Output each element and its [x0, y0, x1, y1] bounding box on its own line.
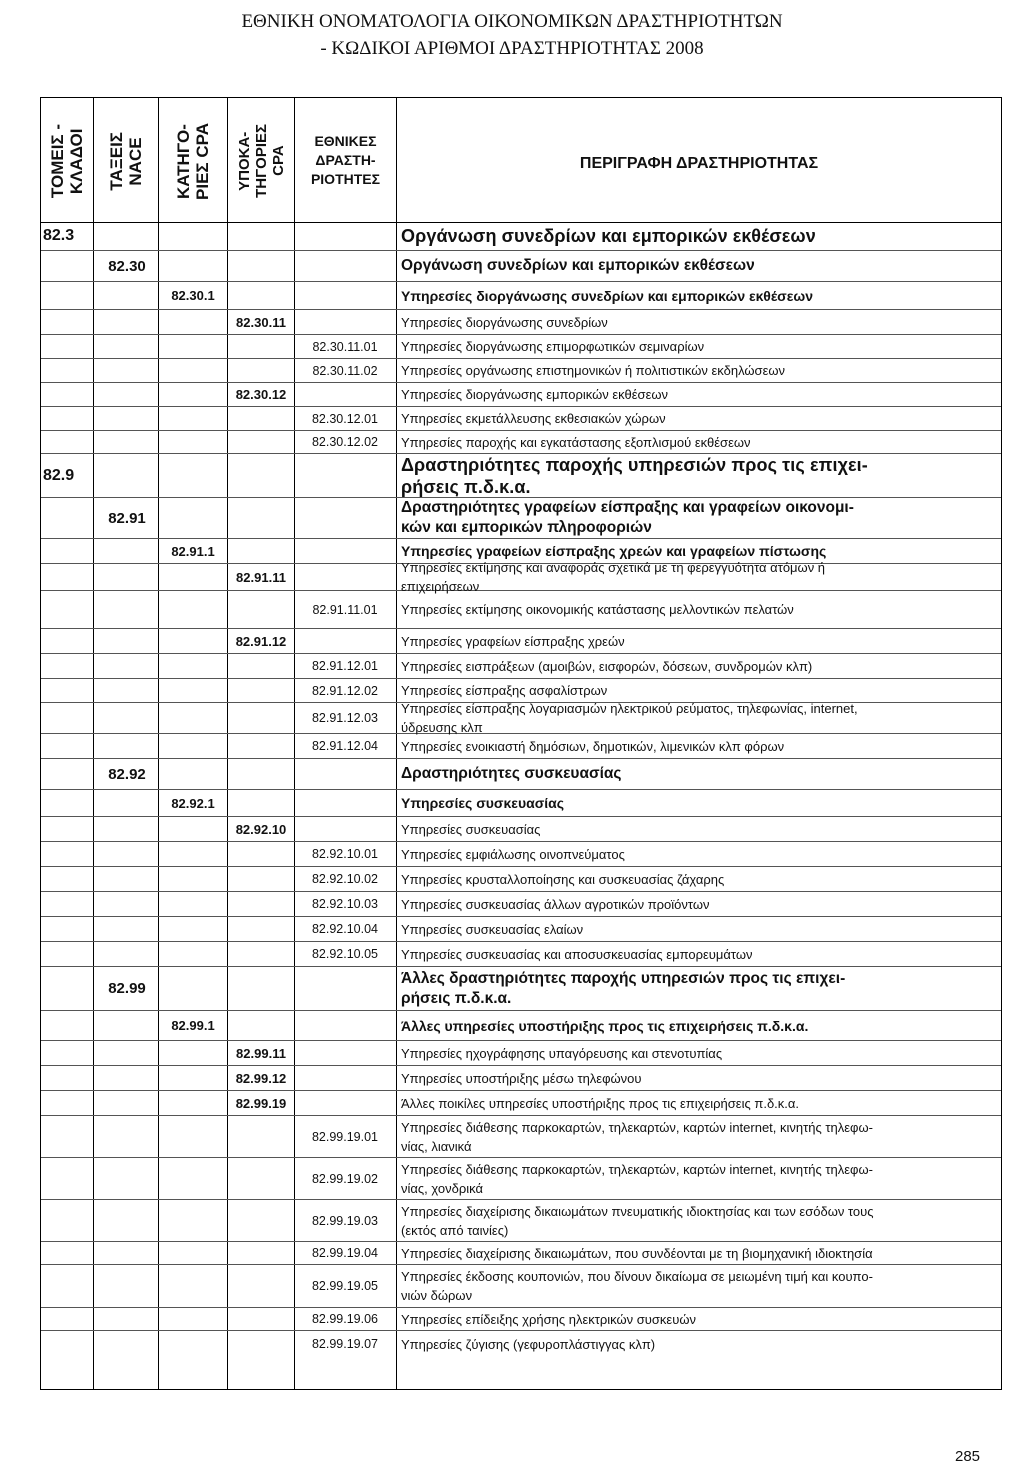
description-cell: Υπηρεσίες επίδειξης χρήσης ηλεκτρικών συσκευών	[401, 1311, 696, 1327]
code-cell-level-5	[295, 1066, 395, 1090]
code-cell-level-5	[295, 790, 395, 816]
description-cell: Υπηρεσίες υποστήριξης μέσω τηλεφώνου	[401, 1070, 642, 1086]
code-cell-level-3	[159, 454, 227, 497]
table-row	[41, 654, 1001, 679]
code-cell-level-4	[228, 967, 294, 1010]
table-row	[41, 251, 1001, 282]
code-cell-level-4	[228, 1011, 294, 1040]
code-cell-level-1	[41, 1066, 95, 1090]
table-row	[41, 1265, 1001, 1308]
code-cell-level-3	[159, 335, 227, 358]
table-row	[41, 310, 1001, 335]
table-row	[41, 1200, 1001, 1242]
code-cell-level-2	[96, 1116, 158, 1157]
description-cell: Υπηρεσίες γραφείων είσπραξης χρεών	[401, 633, 625, 649]
code-cell-level-3	[159, 654, 227, 678]
code-cell-level-3	[159, 1265, 227, 1307]
code-cell-level-5	[295, 1011, 395, 1040]
table-row	[41, 1091, 1001, 1116]
code-cell-level-2	[96, 383, 158, 406]
code-cell-level-5: 82.30.12.02	[311, 435, 379, 449]
code-cell-level-1	[41, 1242, 95, 1264]
column-header-ypokatigories: ΥΠΟΚΑ- ΤΗΓΟΡΙΕΣ CPA	[235, 124, 287, 198]
activity-codes-table	[40, 97, 1002, 1390]
table-row	[41, 431, 1001, 454]
code-cell-level-4	[228, 335, 294, 358]
description-cell: Δραστηριότητες συσκευασίας	[401, 765, 622, 782]
description-cell: Υπηρεσίες ενοικιαστή δημόσιων, δημοτικών, λιμενικών κλπ φόρων	[401, 738, 785, 754]
code-cell-level-1	[41, 967, 95, 1010]
code-cell-level-3: 82.92.1	[171, 795, 215, 811]
code-cell-level-3	[159, 867, 227, 891]
code-cell-level-5	[295, 282, 395, 309]
code-cell-level-1	[41, 629, 95, 653]
table-row	[41, 790, 1001, 817]
code-cell-level-1	[41, 383, 95, 406]
code-cell-level-4	[228, 790, 294, 816]
code-cell-level-1	[41, 282, 95, 309]
code-cell-level-4	[228, 867, 294, 891]
description-cell: Δραστηριότητες παροχής υπηρεσιών προς τις επιχει- ρήσεις π.δ.κ.α.	[401, 454, 868, 497]
code-cell-level-3: 82.91.1	[171, 543, 215, 559]
code-cell-level-2	[96, 1158, 158, 1199]
description-cell: Υπηρεσίες διάθεσης παρκοκαρτών, τηλεκαρτών, καρτών internet, κινητής τηλεφω- νίας, λιανικά	[401, 1119, 873, 1154]
code-cell-level-5: 82.99.19.04	[311, 1246, 379, 1260]
code-cell-level-4: 82.92.10	[235, 821, 287, 837]
description-cell: Υπηρεσίες συσκευασίας άλλων αγροτικών προϊόντων	[401, 896, 710, 912]
description-cell: Υπηρεσίες γραφείων είσπραξης χρεών και γραφείων πίστωσης	[401, 543, 827, 559]
code-cell-level-1	[41, 407, 95, 430]
code-cell-level-2: 82.92	[108, 765, 146, 783]
code-cell-level-2	[96, 942, 158, 966]
code-cell-level-4	[228, 282, 294, 309]
code-cell-level-1	[41, 1116, 95, 1157]
code-cell-level-1	[41, 1265, 95, 1307]
code-cell-level-2	[96, 282, 158, 309]
code-cell-level-3	[159, 1200, 227, 1241]
code-cell-level-2	[96, 1265, 158, 1307]
description-cell: Υπηρεσίες παροχής και εγκατάστασης εξοπλισμού εκθέσεων	[401, 434, 751, 450]
description-cell: Υπηρεσίες εμφιάλωσης οινοπνεύματος	[401, 846, 625, 862]
table-row	[41, 1011, 1001, 1041]
header-subtitle: - ΚΩΔΙΚΟΙ ΑΡΙΘΜΟΙ ΔΡΑΣΤΗΡΙΟΤΗΤΑΣ 2008	[320, 38, 704, 59]
table-row	[41, 1116, 1001, 1158]
code-cell-level-5: 82.91.12.01	[311, 659, 379, 673]
code-cell-level-1	[41, 498, 95, 538]
table-row	[41, 734, 1001, 759]
code-cell-level-2	[96, 867, 158, 891]
code-cell-level-4	[228, 431, 294, 453]
code-cell-level-2	[96, 222, 158, 250]
code-cell-level-4	[228, 591, 294, 628]
code-cell-level-4	[228, 359, 294, 382]
code-cell-level-4	[228, 251, 294, 281]
code-cell-level-1	[41, 359, 95, 382]
code-cell-level-5: 82.91.12.02	[311, 683, 379, 698]
table-row	[41, 817, 1001, 842]
description-cell: Άλλες δραστηριότητες παροχής υπηρεσιών προς τις επιχει- ρήσεις π.δ.κ.α.	[401, 969, 846, 1007]
description-cell: Άλλες υπηρεσίες υποστήριξης προς τις επιχειρήσεις π.δ.κ.α.	[401, 1017, 809, 1034]
code-cell-level-1	[41, 679, 95, 702]
code-cell-level-3	[159, 703, 227, 733]
code-cell-level-5: 82.99.19.01	[311, 1129, 379, 1144]
code-cell-level-1	[41, 1331, 95, 1357]
table-row	[41, 1331, 1001, 1357]
code-cell-level-2	[96, 1308, 158, 1330]
description-cell: Υπηρεσίες κρυσταλλοποίησης και συσκευασίας ζάχαρης	[401, 871, 725, 887]
code-cell-level-2	[96, 629, 158, 653]
description-cell: Υπηρεσίες συσκευασίας ελαίων	[401, 921, 584, 937]
code-cell-level-3	[159, 383, 227, 406]
code-cell-level-5: 82.92.10.03	[311, 897, 379, 911]
description-cell: Δραστηριότητες γραφείων είσπραξης και γραφείων οικονομι- κών και εμπορικών πληροφοριών	[401, 499, 854, 536]
code-cell-level-4	[228, 942, 294, 966]
description-cell: Υπηρεσίες διοργάνωσης συνεδρίων	[401, 314, 608, 330]
code-cell-level-4: 82.99.12	[235, 1070, 287, 1086]
code-cell-level-3: 82.99.1	[171, 1018, 215, 1033]
table-row	[41, 1158, 1001, 1200]
table-row	[41, 842, 1001, 867]
code-cell-level-2	[96, 1041, 158, 1065]
code-cell-level-4	[228, 1242, 294, 1264]
code-cell-level-1	[41, 1200, 95, 1241]
table-row	[41, 222, 1001, 251]
code-cell-level-3	[159, 1091, 227, 1115]
code-cell-level-3	[159, 967, 227, 1010]
description-cell: Υπηρεσίες διαχείρισης δικαιωμάτων πνευματικής ιδιοκτησίας και των εσόδων τους (εκτός από ταινίες)	[401, 1203, 874, 1238]
table-row	[41, 759, 1001, 790]
code-cell-level-5	[295, 817, 395, 841]
code-cell-level-4: 82.99.19	[235, 1095, 287, 1111]
description-cell: Οργάνωση συνεδρίων και εμπορικών εκθέσεων	[401, 226, 816, 246]
column-header-perigrafi: ΠΕΡΙΓΡΑΦΗ ΔΡΑΣΤΗΡΙΟΤΗΤΑΣ	[579, 155, 819, 172]
table-row	[41, 703, 1001, 734]
code-cell-level-5: 82.92.10.04	[311, 922, 379, 936]
code-cell-level-1: 82.9	[43, 466, 75, 484]
code-cell-level-2	[96, 654, 158, 678]
code-cell-level-4	[228, 892, 294, 916]
code-cell-level-5	[295, 629, 395, 653]
column-header-tomeis: ΤΟΜΕΙΣ - ΚΛΑΔΟΙ	[48, 123, 86, 199]
table-row	[41, 591, 1001, 629]
code-cell-level-4: 82.91.11	[236, 569, 286, 585]
code-cell-level-2	[96, 1242, 158, 1264]
code-cell-level-2	[96, 564, 158, 590]
table-row	[41, 560, 1001, 594]
code-cell-level-3	[159, 591, 227, 628]
code-cell-level-3	[159, 407, 227, 430]
description-cell: Υπηρεσίες εισπράξεων (αμοιβών, εισφορών, δόσεων, συνδρομών κλπ)	[401, 658, 813, 674]
table-row	[41, 1041, 1001, 1066]
description-cell: Υπηρεσίες συσκευασίας	[401, 795, 565, 811]
code-cell-level-1	[41, 867, 95, 891]
description-cell: Υπηρεσίες έκδοσης κουπονιών, που δίνουν δικαίωμα σε μειωμένη τιμή και κουπο- νιών δώρων	[401, 1269, 873, 1303]
table-row	[41, 454, 1001, 498]
description-cell: Υπηρεσίες διαχείρισης δικαιωμάτων, που συνδέονται με τη βιομηχανική ιδιοκτησία	[401, 1245, 873, 1261]
code-cell-level-5: 82.91.12.04	[311, 739, 379, 753]
code-cell-level-1	[41, 759, 95, 789]
code-cell-level-1	[41, 917, 95, 941]
code-cell-level-5: 82.99.19.06	[311, 1312, 379, 1326]
description-cell: Υπηρεσίες ηχογράφησης υπαγόρευσης και στενοτυπίας	[401, 1045, 723, 1061]
code-cell-level-3	[159, 734, 227, 758]
code-cell-level-3	[159, 892, 227, 916]
code-cell-level-2	[96, 454, 158, 497]
code-cell-level-4	[228, 917, 294, 941]
code-cell-level-5: 82.30.11.01	[312, 339, 378, 354]
page-number: 285	[955, 1448, 981, 1465]
code-cell-level-3	[159, 222, 227, 250]
code-cell-level-2: 82.91	[108, 509, 146, 527]
code-cell-level-1	[41, 1011, 95, 1040]
table-row	[41, 917, 1001, 942]
code-cell-level-2	[96, 359, 158, 382]
code-cell-level-2	[96, 790, 158, 816]
description-cell: Υπηρεσίες εκμετάλλευσης εκθεσιακών χώρων	[401, 411, 666, 426]
code-cell-level-3	[159, 1331, 227, 1357]
description-cell: Άλλες ποικίλες υπηρεσίες υποστήριξης προς τις επιχειρήσεις π.δ.κ.α.	[401, 1095, 800, 1111]
code-cell-level-1	[41, 734, 95, 758]
code-cell-level-5	[295, 564, 395, 590]
header-title: ΕΘΝΙΚΗ ΟΝΟΜΑΤΟΛΟΓΙΑ ΟΙΚΟΝΟΜΙΚΩΝ ΔΡΑΣΤΗΡΙΟΤΗΤΩΝ	[241, 11, 783, 32]
code-cell-level-3	[159, 1158, 227, 1199]
code-cell-level-2: 82.30	[108, 257, 146, 275]
description-cell: Υπηρεσίες συσκευασίας και αποσυσκευασίας εμπορευμάτων	[401, 946, 753, 962]
code-cell-level-2	[96, 679, 158, 702]
description-cell: Υπηρεσίες εκτίμησης και αναφοράς σχετικά με τη φερεγγυότητα ατόμων ή επιχειρήσεων	[401, 560, 826, 594]
table-row	[41, 383, 1001, 407]
code-cell-level-4	[228, 454, 294, 497]
code-cell-level-3	[159, 498, 227, 538]
code-cell-level-5	[295, 498, 395, 538]
code-cell-level-3	[159, 759, 227, 789]
code-cell-level-1	[41, 1158, 95, 1199]
description-cell: Υπηρεσίες είσπραξης ασφαλίστρων	[401, 683, 608, 698]
code-cell-level-1	[41, 539, 95, 563]
code-cell-level-5: 82.91.11.01	[312, 602, 378, 617]
column-header-katigories: ΚΑΤΗΓΟ- ΡΙΕΣ CPA	[174, 122, 212, 200]
code-cell-level-4	[228, 222, 294, 250]
code-cell-level-2	[96, 817, 158, 841]
code-cell-level-5: 82.92.10.02	[311, 872, 379, 886]
description-cell: Οργάνωση συνεδρίων και εμπορικών εκθέσεων	[401, 257, 755, 274]
code-cell-level-2	[96, 917, 158, 941]
code-cell-level-4: 82.30.11	[236, 314, 286, 330]
code-cell-level-5	[295, 310, 395, 334]
code-cell-level-1	[41, 790, 95, 816]
code-cell-level-2	[96, 1066, 158, 1090]
code-cell-level-4	[228, 1265, 294, 1307]
code-cell-level-2	[96, 734, 158, 758]
code-cell-level-3	[159, 1308, 227, 1330]
table-row	[41, 967, 1001, 1011]
code-cell-level-1	[41, 703, 95, 733]
table-row	[41, 407, 1001, 431]
code-cell-level-3	[159, 917, 227, 941]
code-cell-level-3	[159, 359, 227, 382]
code-cell-level-1	[41, 251, 95, 281]
table-row	[41, 629, 1001, 654]
code-cell-level-3	[159, 564, 227, 590]
code-cell-level-4	[228, 842, 294, 866]
code-cell-level-5: 82.92.10.01	[311, 847, 379, 861]
code-cell-level-1	[41, 591, 95, 628]
document-header	[0, 8, 1024, 62]
code-cell-level-3	[159, 942, 227, 966]
code-cell-level-5	[295, 1041, 395, 1065]
code-cell-level-5	[295, 222, 395, 250]
code-cell-level-1	[41, 1091, 95, 1115]
code-cell-level-1	[41, 1308, 95, 1330]
table-row	[41, 498, 1001, 539]
code-cell-level-1	[41, 335, 95, 358]
table-row	[41, 892, 1001, 917]
code-cell-level-2	[96, 892, 158, 916]
code-cell-level-2	[96, 703, 158, 733]
column-header-ethnikes: ΕΘΝΙΚΕΣ ΔΡΑΣΤΗ- ΡΙΟΤΗΤΕΣ	[310, 132, 381, 187]
table-row	[41, 1066, 1001, 1091]
code-cell-level-4	[228, 654, 294, 678]
code-cell-level-2	[96, 1200, 158, 1241]
code-cell-level-3	[159, 251, 227, 281]
description-cell: Υπηρεσίες οργάνωσης επιστημονικών ή πολιτιστικών εκδηλώσεων	[401, 363, 786, 378]
code-cell-level-1	[41, 1041, 95, 1065]
table-row	[41, 282, 1001, 310]
code-cell-level-3	[159, 1116, 227, 1157]
code-cell-level-2	[96, 431, 158, 453]
code-cell-level-4: 82.99.11	[236, 1045, 286, 1061]
code-cell-level-4	[228, 1331, 294, 1357]
code-cell-level-2	[96, 1091, 158, 1115]
code-cell-level-4: 82.30.12	[235, 387, 287, 402]
code-cell-level-4	[228, 703, 294, 733]
description-cell: Υπηρεσίες συσκευασίας	[401, 821, 541, 837]
code-cell-level-3	[159, 1242, 227, 1264]
code-cell-level-4: 82.91.12	[235, 633, 287, 649]
code-cell-level-5: 82.92.10.05	[311, 947, 379, 961]
code-cell-level-4	[228, 498, 294, 538]
column-header-taxeis: ΤΑΞΕΙΣ NACE	[107, 131, 145, 191]
code-cell-level-3	[159, 842, 227, 866]
code-cell-level-2	[96, 335, 158, 358]
table-row	[41, 1308, 1001, 1331]
code-cell-level-5: 82.99.19.05	[311, 1279, 379, 1293]
code-cell-level-2	[96, 539, 158, 563]
description-cell: Υπηρεσίες διάθεσης παρκοκαρτών, τηλεκαρτών, καρτών internet, κινητής τηλεφω- νίας, χονδρικά	[401, 1161, 873, 1196]
code-cell-level-1	[41, 892, 95, 916]
code-cell-level-1	[41, 817, 95, 841]
code-cell-level-2	[96, 1331, 158, 1357]
code-cell-level-2: 82.99	[108, 980, 146, 997]
code-cell-level-1	[41, 942, 95, 966]
code-cell-level-4	[228, 1200, 294, 1241]
code-cell-level-1	[41, 654, 95, 678]
table-row	[41, 942, 1001, 967]
code-cell-level-2	[96, 407, 158, 430]
code-cell-level-3	[159, 431, 227, 453]
table-row	[41, 335, 1001, 359]
code-cell-level-4	[228, 679, 294, 702]
code-cell-level-5: 82.30.11.02	[312, 363, 378, 378]
code-cell-level-4	[228, 407, 294, 430]
code-cell-level-3	[159, 1041, 227, 1065]
code-cell-level-4	[228, 734, 294, 758]
code-cell-level-3	[159, 629, 227, 653]
code-cell-level-5: 82.99.19.02	[311, 1171, 379, 1186]
code-cell-level-5	[295, 539, 395, 563]
code-cell-level-5: 82.99.19.03	[311, 1213, 379, 1228]
code-cell-level-1: 82.3	[43, 227, 75, 244]
code-cell-level-2	[96, 842, 158, 866]
code-cell-level-3: 82.30.1	[171, 288, 215, 303]
code-cell-level-5	[295, 759, 395, 789]
description-cell: Υπηρεσίες διοργάνωσης συνεδρίων και εμπορικών εκθέσεων	[401, 287, 813, 304]
code-cell-level-5	[295, 383, 395, 406]
table-row	[41, 867, 1001, 892]
code-cell-level-5: 82.99.19.07	[311, 1337, 379, 1351]
description-cell: Υπηρεσίες διοργάνωσης επιμορφωτικών σεμιναρίων	[401, 339, 705, 354]
code-cell-level-1	[41, 842, 95, 866]
code-cell-level-4	[228, 539, 294, 563]
description-cell: Υπηρεσίες διοργάνωσης εμπορικών εκθέσεων	[401, 387, 669, 402]
description-cell: Υπηρεσίες ζύγισης (γεφυροπλάστιγγας κλπ)	[401, 1336, 656, 1352]
code-cell-level-5	[295, 967, 395, 1010]
code-cell-level-3	[159, 817, 227, 841]
description-cell: Υπηρεσίες εκτίμησης οικονομικής κατάστασης μελλοντικών πελατών	[401, 602, 794, 617]
code-cell-level-1	[41, 310, 95, 334]
table-row	[41, 1242, 1001, 1265]
description-cell: Υπηρεσίες είσπραξης λογαριασμών ηλεκτρικού ρεύματος, τηλεφωνίας, internet, ύδρευσης κλπ	[401, 701, 858, 735]
code-cell-level-4	[228, 759, 294, 789]
code-cell-level-5: 82.91.12.03	[311, 711, 379, 725]
code-cell-level-2	[96, 591, 158, 628]
code-cell-level-4	[228, 1116, 294, 1157]
code-cell-level-1	[41, 564, 95, 590]
code-cell-level-5: 82.30.12.01	[311, 411, 379, 426]
code-cell-level-5	[295, 251, 395, 281]
code-cell-level-3	[159, 679, 227, 702]
code-cell-level-5	[295, 1091, 395, 1115]
table-row	[41, 359, 1001, 383]
code-cell-level-4	[228, 1308, 294, 1330]
code-cell-level-4	[228, 1158, 294, 1199]
code-cell-level-3	[159, 1066, 227, 1090]
code-cell-level-1	[41, 431, 95, 453]
code-cell-level-2	[96, 1011, 158, 1040]
code-cell-level-3	[159, 310, 227, 334]
code-cell-level-2	[96, 310, 158, 334]
code-cell-level-5	[295, 454, 395, 497]
